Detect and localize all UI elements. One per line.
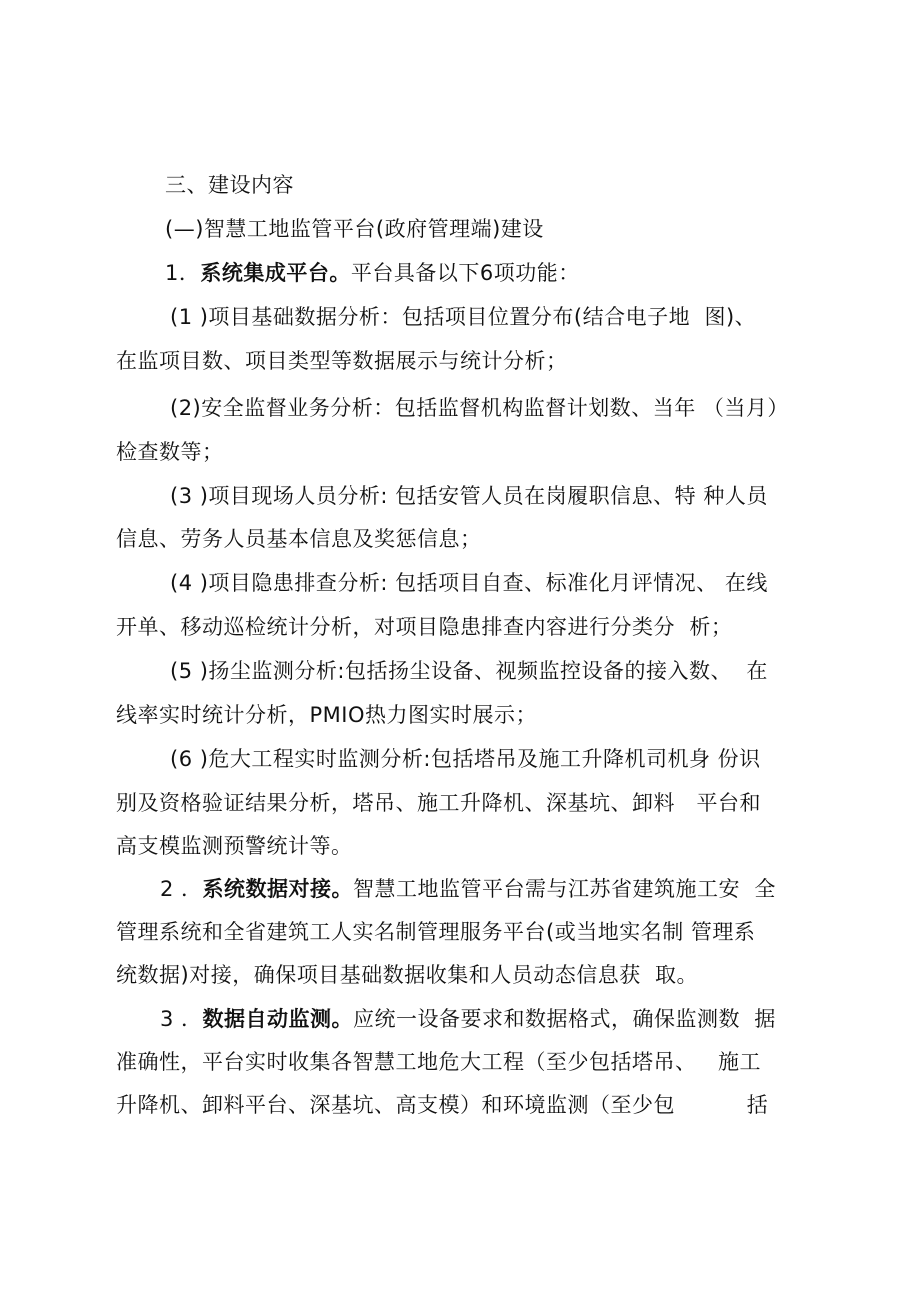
sub-item-6-line-3: 高支模监测预警统计等。 <box>116 834 353 858</box>
item-2-text: 智慧工地监管平台需与江苏省建筑施工安 全 <box>353 877 776 901</box>
item-2-line-1 <box>160 874 776 904</box>
sub-item-2-line-2: 检查数等； <box>116 440 224 464</box>
item-3-text: 应统一设备要求和数据格式，确保监测数 据 <box>353 1007 776 1031</box>
sub-item-3-line-1: (3 )项目现场人员分析: 包括安管人员在岗履职信息、特 种人员 <box>170 484 768 508</box>
sub-item-3-line-2: 信息、劳务人员基本信息及奖惩信息； <box>116 527 482 551</box>
sub-item-6-line-2: 别及资格验证结果分析，塔吊、施工升降机、深基坑、卸料 平台和 <box>116 791 762 815</box>
item-3-number: 3 ． <box>160 1007 203 1031</box>
sub-item-4-line-1: (4 )项目隐患排查分析: 包括项目自查、标准化月评情况、 在线 <box>170 571 768 595</box>
section-heading: 三、建设内容 <box>165 173 294 197</box>
item-1 <box>165 258 580 288</box>
sub-item-6-line-1: (6 )危大工程实时监测分析:包括塔吊及施工升降机司机身 份识 <box>170 747 761 771</box>
item-1-number: 1． <box>165 261 201 285</box>
item-3-line-3: 升降机、卸料平台、深基坑、高支模）和环境监测（至少包 括 <box>116 1093 769 1117</box>
item-2-title: 系统数据对接。 <box>202 877 354 901</box>
item-1-text: 平台具备以下6项功能： <box>350 261 580 285</box>
item-1-title: 系统集成平台。 <box>200 261 351 285</box>
item-2-line-3: 统数据)对接，确保项目基础数据收集和人员动态信息获 取。 <box>116 963 699 987</box>
sub-item-5-line-2: 线率实时统计分析，PMIO热力图实时展示； <box>116 703 538 727</box>
sub-item-1-line-1: (1 )项目基础数据分析：包括项目位置分布(结合电子地 图)、 <box>170 305 757 329</box>
item-2-line-2: 管理系统和全省建筑工人实名制管理服务平台(或当地实名制 管理系 <box>116 920 756 944</box>
item-3-line-1 <box>160 1004 776 1034</box>
subsection-heading: (—)智慧工地监管平台(政府管理端)建设 <box>165 217 544 241</box>
item-3-line-2: 准确性，平台实时收集各智慧工地危大工程（至少包括塔吊、 施工 <box>116 1050 762 1074</box>
item-2-number: 2 ． <box>160 877 203 901</box>
sub-item-4-line-2: 开单、移动巡检统计分析，对项目隐患排查内容进行分类分 析； <box>116 615 733 639</box>
item-3-title: 数据自动监测。 <box>202 1007 354 1031</box>
sub-item-2-line-1: (2)安全监督业务分析：包括监督机构监督计划数、当年 （当月） <box>170 396 789 420</box>
sub-item-1-line-2: 在监项目数、项目类型等数据展示与统计分析； <box>116 349 568 373</box>
sub-item-5-line-1: (5 )扬尘监测分析:包括扬尘设备、视频监控设备的接入数、 在 <box>170 659 768 683</box>
